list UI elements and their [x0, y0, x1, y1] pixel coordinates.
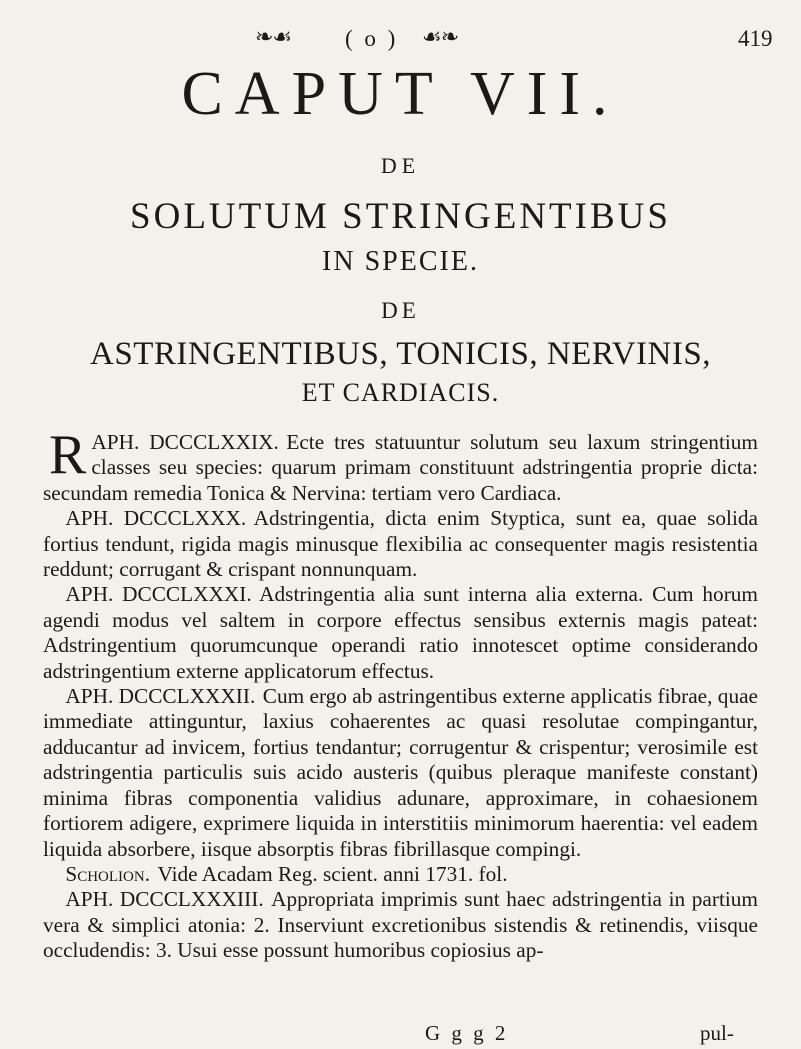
scholion-paragraph — [43, 862, 758, 887]
aphorism-label: APH. DCCCLXXXI. — [65, 582, 252, 607]
running-head — [0, 18, 801, 54]
aphorism-text: Adstringentia alia sunt interna alia externa. Cum horum agendi modus vel saltem in corpore effectus sensibus externis magis pateat: Adstringentium quorumcunque operandi ratio innotescet optime considerando adstringentium externe applicatorum effectus. — [43, 582, 758, 683]
signature-mark: G g g 2 — [425, 1021, 509, 1045]
ornament-left: ❧☙ — [255, 24, 292, 49]
running-head-center: ( o ) — [345, 26, 399, 51]
aphorism-text: Appropriata imprimis sunt haec adstringentia in partium vera & simplici atonia: 2. Inserviunt excretionibus sistendis & retinendis, viisque occludendis: 3. Usui esse possunt humoribus copiosius ap- — [43, 887, 758, 963]
aphorism-text: Cum ergo ab astringentibus externe applicatis fibrae, quae immediate attinguntur, laxius cohaerentes ac quasi resolutae compingantur, adducantur ad invicem, fortius tendantur; corrugentur & crispentur; verosimile est adstringentia particulis suis acido austeris (quibus pleraque manifeste constant) minima fibras componentia validius adunare, approximare, in cohaesionem fortiorem adigere, exprimere liquida in interstitiis minimorum haerentia: vel eadem liquida absorbere, iisque absorptis fibras fibrillasque compingi. — [43, 684, 759, 861]
aphorism-text: Adstringentia, dicta enim Styptica, sunt ea, quae solida fortius tendunt, rigida magis minusque flexibilia ac consequenter magis resistentia reddunt; corrugant & crispant nonnunquam. — [43, 506, 758, 582]
aphorism-label: APH. DCCCLXXXIII. — [65, 887, 264, 912]
chapter-heading-line-3: ASTRINGENTIBUS, TONICIS, NERVINIS, — [90, 336, 711, 372]
chapter-heading-line-4: ET CARDIACIS. — [301, 378, 500, 407]
ornament-right: ☙❧ — [422, 24, 459, 49]
drop-cap: R — [49, 424, 87, 486]
aphorism-paragraph — [43, 887, 758, 963]
aphorism-paragraph — [43, 424, 758, 506]
catchword: pul- — [700, 1021, 734, 1045]
aphorism-text: Ecte tres statuuntur solutum seu laxum stringentium classes seu species: quarum primam constituunt adstringentia proprie dicta: secundam remedia Tonica & Nervina: tertiam vero Cardiaca. — [43, 430, 758, 505]
aphorism-label: APH. DCCCLXXX. — [65, 506, 247, 531]
aphorism-paragraph — [43, 684, 758, 862]
scholion-label: Scholion. — [65, 861, 151, 886]
chapter-title: CAPUT VII. — [181, 60, 620, 128]
aphorism-paragraph — [43, 582, 758, 684]
aphorism-label: APH. DCCCLXXXII. — [65, 684, 256, 709]
chapter-heading-line-1: SOLUTUM STRINGENTIBUS — [130, 196, 671, 237]
chapter-de-1: DE — [380, 153, 421, 178]
page-footer — [0, 1021, 801, 1047]
chapter-de-2: DE — [381, 298, 420, 323]
chapter-heading-line-2: IN SPECIE. — [322, 246, 479, 277]
aphorism-paragraph — [43, 506, 758, 582]
page-number: 419 — [738, 26, 773, 51]
scholion-text: Vide Acadam Reg. scient. anni 1731. fol. — [157, 861, 508, 886]
aphorism-label: APH. DCCCLXXIX. — [91, 430, 279, 454]
body-text — [43, 424, 759, 964]
